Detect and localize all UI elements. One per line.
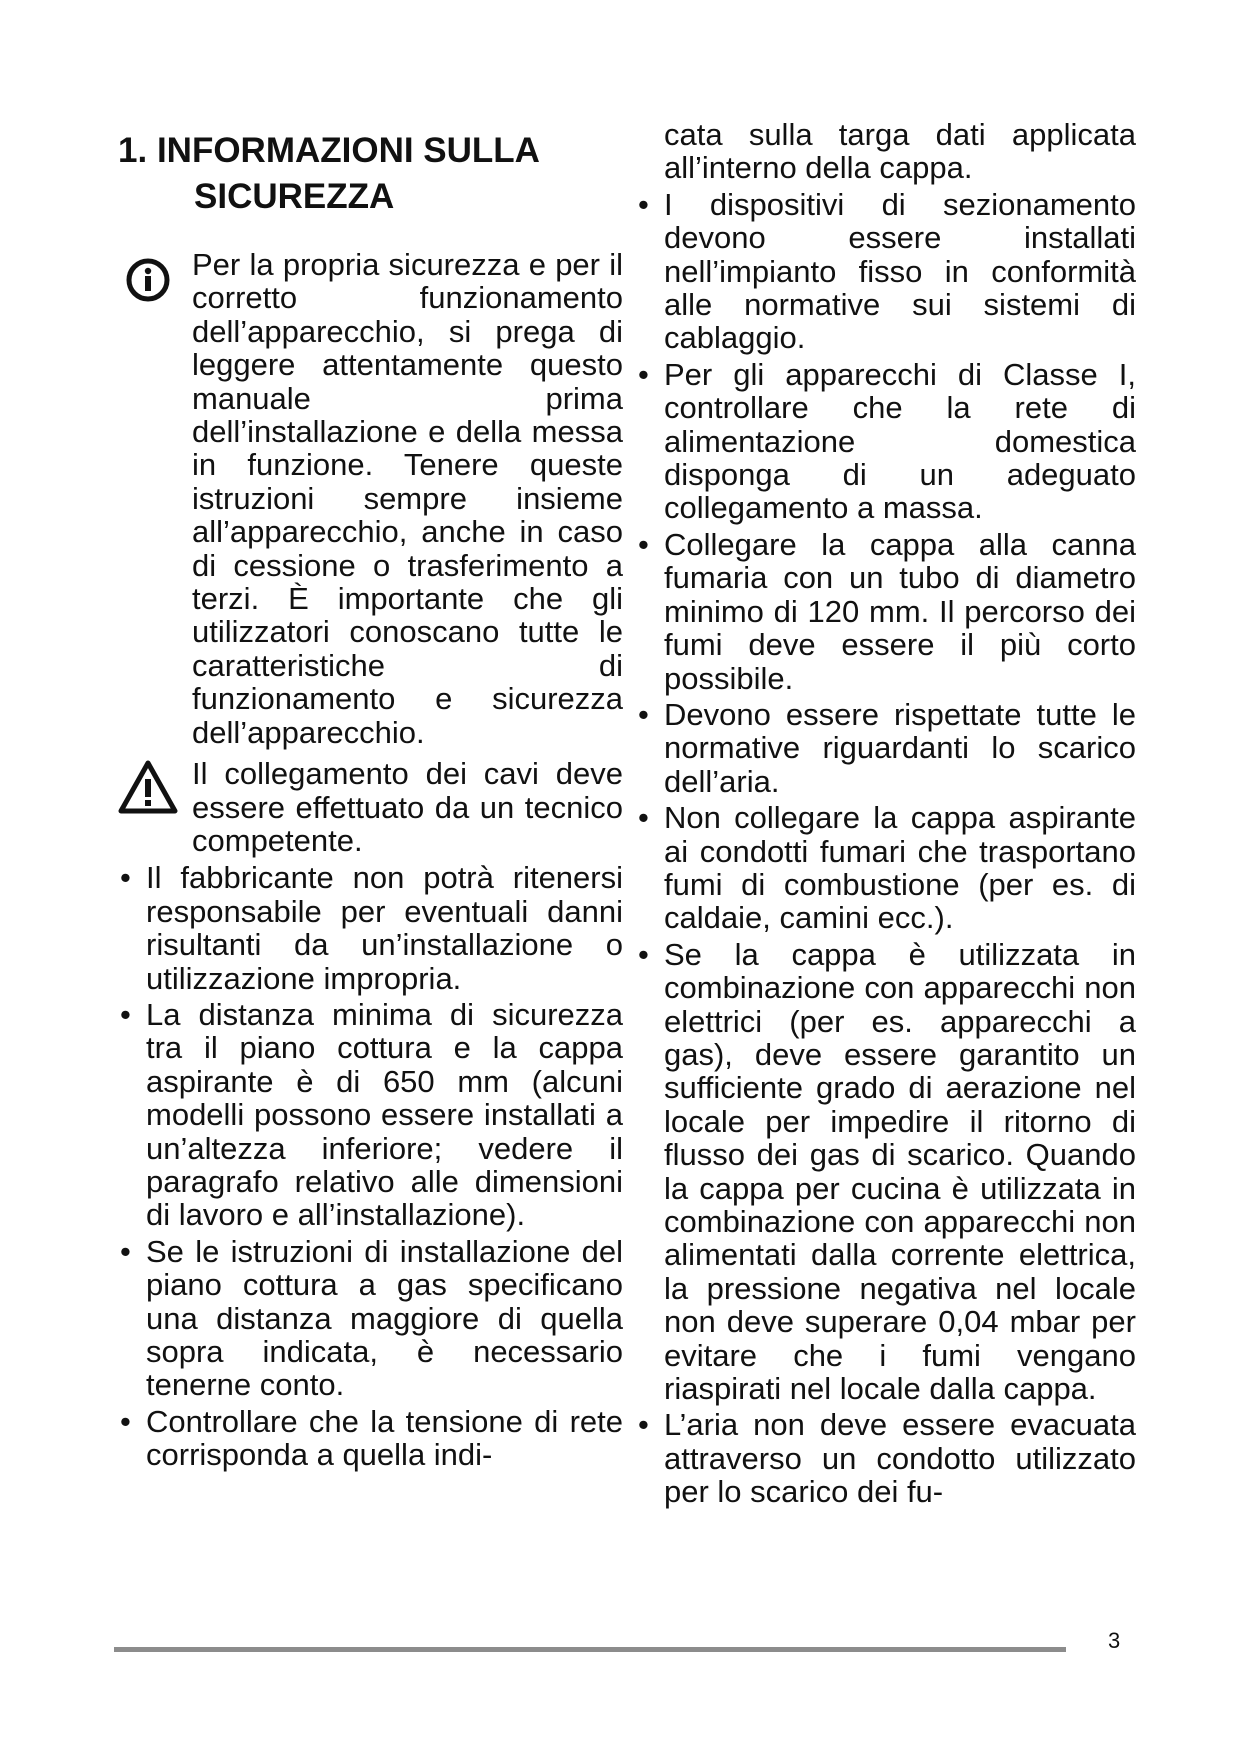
list-item: • I dispositivi di sezionamento devono essere installati nell’impianto fisso in conformità alle normative sui sistemi di cablaggio.	[636, 188, 1136, 355]
list-item: • Controllare che la tensione di rete corrisponda a quella indi-	[118, 1405, 623, 1472]
section-number: 1.	[118, 131, 148, 170]
list-item: • Per gli apparecchi di Classe I, controllare che la rete di alimentazione domestica disponga di un adeguato collegamento a massa.	[636, 358, 1136, 525]
warning-notice-text: Il collegamento dei cavi deve essere effettuato da un tecnico competente.	[192, 756, 623, 858]
list-item: • Collegare la cappa alla canna fumaria con un tubo di diametro minimo di 120 mm. Il percorso dei fumi deve essere il più corto possibile.	[636, 528, 1136, 695]
continued-text: cata sulla targa dati applicata all’interno della cappa.	[664, 117, 1136, 186]
page-number: 3	[1108, 1628, 1121, 1653]
list-item: • Se le istruzioni di installazione del piano cottura a gas specificano una distanza maggiore di quella sopra indicata, è necessario tenerne conto.	[118, 1235, 623, 1402]
list-item: • Se la cappa è utilizzata in combinazione con apparecchi non elettrici (per es. apparecchi a gas), deve essere garantito un sufficiente grado di aerazione nel locale per impedire il ritorno di flusso dei gas di scarico. Quando la cappa per cucina è utilizzata in combinazione con apparecchi non alimentati dalla corrente elettrica, la pressione negativa nel locale non deve superare 0,04 mbar per evitare che i fumi vengano riaspirati nel locale dalla cappa.	[636, 938, 1136, 1406]
info-notice-text: Per la propria sicurezza e per il corretto funzionamento dell’apparecchio, si prega di leggere attentamente questo manuale prima dell’installazione e della messa in funzione. Tenere queste istruzioni sempre insieme all’apparecchio, anche in caso di cessione o trasferimento a terzi. È importante che gli utilizzatori conoscano tutte le caratteristiche di funzionamento e sicurezza dell’apparecchio.	[192, 247, 623, 750]
section-heading	[118, 128, 623, 220]
left-column	[118, 118, 623, 1475]
right-column	[636, 118, 1136, 1512]
section-title-line2: SICUREZZA	[194, 177, 395, 216]
right-bullet-list	[636, 188, 1136, 1509]
section-title-line1: INFORMAZIONI SULLA	[156, 131, 540, 170]
list-item: • Devono essere rispettate tutte le normative riguardanti lo scarico dell’aria.	[636, 698, 1136, 798]
warning-notice	[118, 757, 623, 857]
left-bullet-list	[118, 861, 623, 1471]
list-item: • L’aria non deve essere evacuata attraverso un condotto utilizzato per lo scarico dei fu-	[636, 1408, 1136, 1508]
info-icon	[118, 252, 178, 308]
list-item: • Non collegare la cappa aspirante ai condotti fumari che trasportano fumi di combustione (per es. di caldaie, camini ecc.).	[636, 801, 1136, 935]
list-item: • Il fabbricante non potrà ritenersi responsabile per eventuali danni risultanti da un’installazione o utilizzazione impropria.	[118, 861, 623, 995]
warning-icon	[118, 759, 178, 815]
footer-divider	[114, 1647, 1066, 1652]
info-notice	[118, 248, 623, 749]
list-item: • La distanza minima di sicurezza tra il piano cottura e la cappa aspirante è di 650 mm (alcuni modelli possono essere installati a un’altezza inferiore; vedere il paragrafo relativo alle dimensioni di lavoro e all’installazione).	[118, 998, 623, 1232]
